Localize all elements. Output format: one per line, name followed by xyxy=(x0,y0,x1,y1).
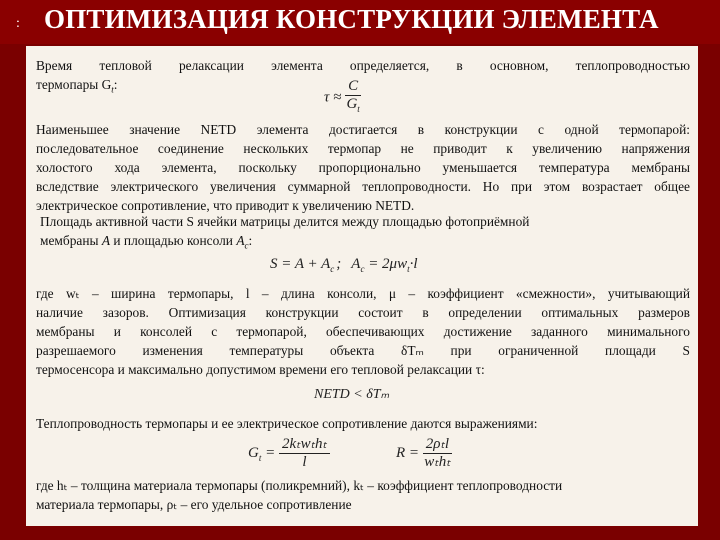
text-line: электрическое сопротивление, что приводит к увеличению NETD. xyxy=(36,198,415,213)
fraction: $\frac{\text{2ρₜl}}{\text{wₜhₜ}}$ xyxy=(424,436,451,470)
content-panel xyxy=(26,46,698,526)
text-line: мембраны и консолей с термопарой, обеспечивающих достижение заданного минимального xyxy=(36,324,690,339)
fraction: $\frac{C}{G_t}$ xyxy=(346,78,360,114)
paragraph-optimization xyxy=(36,284,690,379)
formula-tau: τ ≈ $\frac{C}{G_t}$ xyxy=(324,78,361,118)
slide-title: ОПТИМИЗАЦИЯ КОНСТРУКЦИИ ЭЛЕМЕНТА xyxy=(44,4,659,34)
formula-conductance: $G_t$ = $\frac{\text{2kₜwₜhₜ}}{l}$ xyxy=(248,436,330,471)
text-line: Теплопроводность термопары и ее электрическое сопротивление даются выражениями: xyxy=(36,416,538,431)
paragraph-definitions xyxy=(36,476,690,514)
title-bar xyxy=(0,0,720,44)
text-line: термопары $G_t$: xyxy=(36,77,118,95)
text-line: Время тепловой релаксации элемента определяется, в основном, теплопроводностью xyxy=(36,58,690,73)
text-line: где wₜ – ширина термопары, l – длина консоли, μ – коэффициент «смежности», учитывающий xyxy=(36,286,690,301)
formula-netd: NETD < δTₘ xyxy=(314,387,390,402)
text-line: наличие зазоров. Оптимизация конструкции состоит в определении оптимальных размеров xyxy=(36,305,690,320)
text-line: мембраны A и площадью консоли $A_c$: xyxy=(40,233,253,251)
text-line: холостого хода элемента, поскольку пропорционально уменьшается температура мембраны xyxy=(36,160,690,175)
paragraph-conductance xyxy=(36,414,690,433)
text-line: материала термопары, ρₜ – его удельное сопротивление xyxy=(36,497,352,512)
formula-resistance: R = $\frac{\text{2ρₜl}}{\text{wₜhₜ}}$ xyxy=(396,436,451,470)
text-line: Наименьшее значение NETD элемента достигается в конструкции с одной термопарой: xyxy=(36,122,690,137)
text-line: последовательное соединение нескольких термопар не приводит к увеличению напряжения xyxy=(36,141,690,156)
paragraph-area xyxy=(40,212,680,256)
text-line: Площадь активной части S ячейки матрицы делится между площадью фотоприёмной xyxy=(40,214,530,229)
text-line: вследствие электрического увеличения суммарной теплопроводности. Но при этом возрастает общее xyxy=(36,179,690,194)
slide-marker: : xyxy=(16,16,20,31)
fraction: $\frac{\text{2kₜwₜhₜ}}{l}$ xyxy=(279,436,330,471)
paragraph-netd xyxy=(36,120,690,215)
text-line: где hₜ – толщина материала термопары (поликремний), kₜ – коэффициент теплопроводности xyxy=(36,478,563,493)
formula-area: $S = A + A_c$ ; $A_c = 2\mu w_t\cdot l$ xyxy=(270,256,418,274)
text-line: термосенсора и максимально допустимом времени его тепловой релаксации τ: xyxy=(36,362,485,377)
text-line: разрешаемого изменения температуры объекта δTₘ при ограниченной площади S xyxy=(36,343,690,358)
paragraph-relaxation xyxy=(36,56,690,100)
